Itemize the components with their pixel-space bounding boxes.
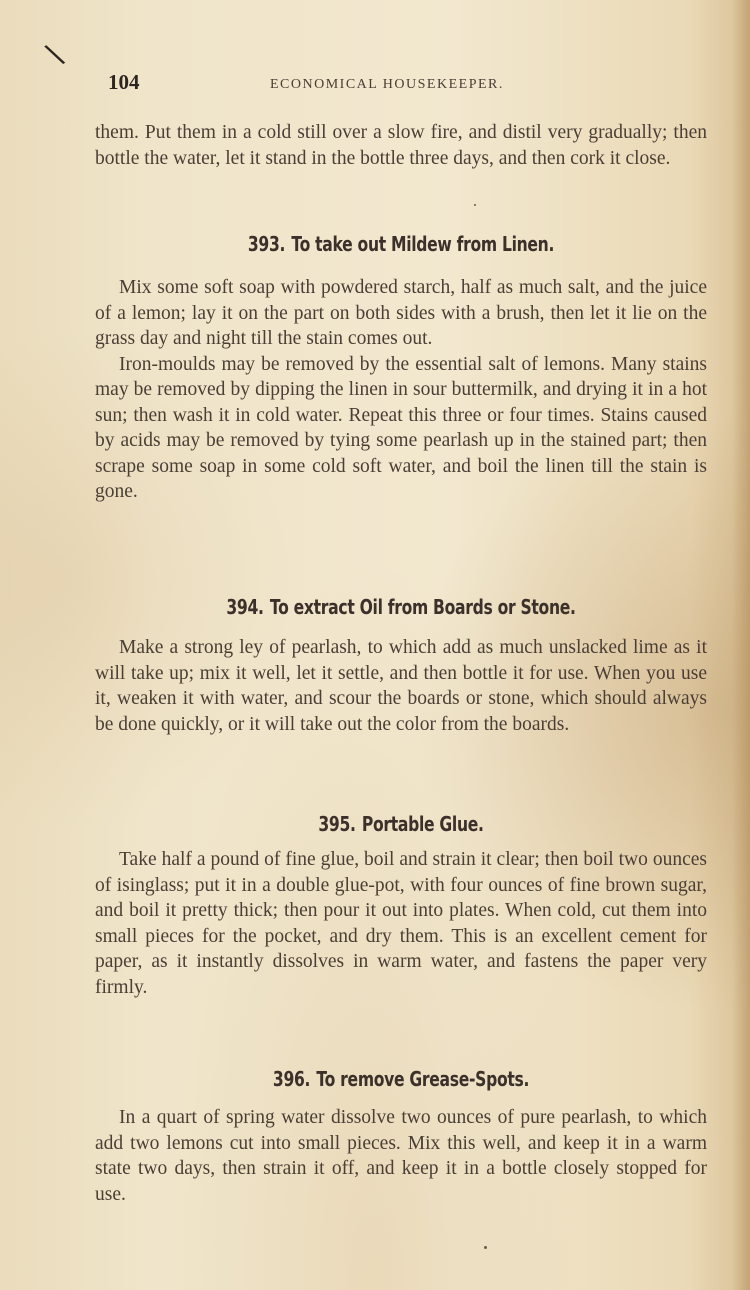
section-body-395 (95, 847, 707, 1000)
section-title: To extract Oil from Boards or Stone. (269, 595, 576, 619)
section-number: 396. (272, 1067, 311, 1091)
section-heading-395 (162, 812, 639, 836)
paragraph: Mix some soft soap with powdered starch, half as much salt, and the juice of a lemon; lay it on the part on both sides with a brush, then let it lie on the grass day and night till the stain comes out. (95, 277, 707, 349)
running-head: ECONOMICAL HOUSEKEEPER. (270, 77, 504, 92)
ink-speck (484, 1246, 487, 1249)
section-body-396 (95, 1105, 707, 1207)
section-heading-393 (162, 232, 639, 256)
section-heading-396 (162, 1067, 639, 1091)
page-number: 104 (108, 70, 140, 94)
ink-speck (474, 204, 476, 206)
paragraph: Take half a pound of fine glue, boil and strain it clear; then boil two ounces of isinglass; put it in a double glue-pot, with four ounces of fine brown sugar, and boil it pretty thick; then pour it out into plates. When cold, cut them into small pieces for the pocket, and dry them. This is an excellent cement for paper, as it instantly dissolves in warm water, and fastens the paper very firmly. (95, 849, 707, 998)
page-edge-shadow (732, 0, 750, 1290)
section-heading-394 (162, 595, 639, 619)
section-number: 393. (247, 232, 286, 256)
section-title: Portable Glue. (361, 812, 484, 836)
section-number: 394. (226, 595, 264, 619)
paragraph: Iron-moulds may be removed by the essential salt of lemons. Many stains may be removed by dipping the linen in sour buttermilk, and drying it in a hot sun; then wash it in cold water. Repeat this three or four times. Stains caused by acids may be removed by tying some pearlash up in the stained part; then scrape some soap in some cold soft water, and boil the linen till the stain is gone. (95, 353, 707, 502)
page-header (108, 70, 708, 100)
intro-text (95, 120, 707, 171)
intro-paragraph: them. Put them in a cold still over a slow fire, and distil very gradually; then bottle the water, let it stand in the bottle three days, and then cork it close. (95, 122, 707, 169)
section-number: 395. (318, 812, 356, 836)
paragraph: In a quart of spring water dissolve two ounces of pure pearlash, to which add two lemons cut into small pieces. Mix this well, and keep it in a warm state two days, then strain it off, and keep it in a bottle closely stopped for use. (95, 1107, 707, 1205)
pencil-mark-icon: \ (41, 36, 68, 73)
section-body-394 (95, 635, 707, 737)
section-title: To take out Mildew from Linen. (291, 232, 555, 256)
section-title: To remove Grease-Spots. (316, 1067, 530, 1091)
paragraph: Make a strong ley of pearlash, to which add as much unslacked lime as it will take up; mix it well, let it settle, and then bottle it for use. When you use it, weaken it with water, and scour the boards or stone, which should always be done quickly, or it will take out the color from the boards. (95, 637, 707, 735)
section-body-393 (95, 275, 707, 505)
